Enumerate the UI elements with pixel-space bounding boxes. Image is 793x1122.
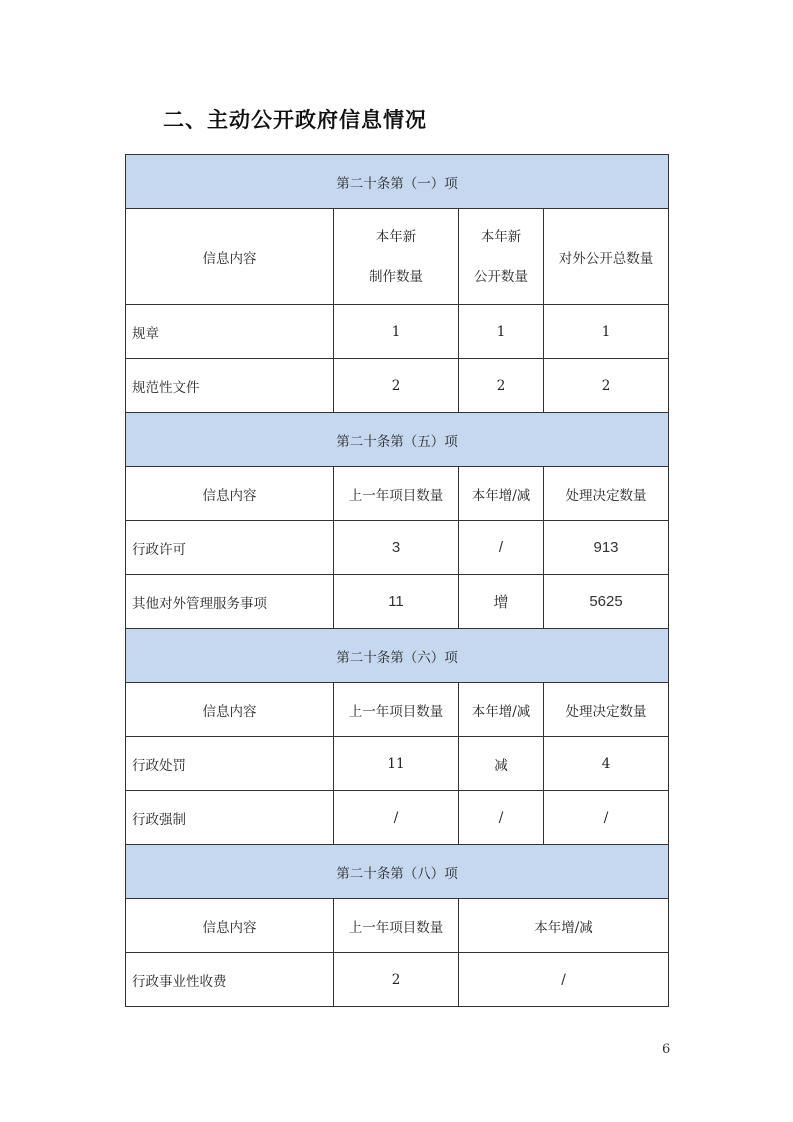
header-cell-change: 本年增/减	[459, 683, 544, 737]
cell-value: 913	[544, 521, 669, 575]
section-row-sec1	[126, 155, 669, 209]
cell-value: /	[334, 791, 459, 845]
section-row-sec5	[126, 413, 669, 467]
row-label: 行政处罚	[126, 737, 334, 791]
page-number: 6	[662, 1042, 671, 1057]
header-cell-content: 信息内容	[126, 209, 334, 305]
row-label: 规范性文件	[126, 359, 334, 413]
cell-value: 1	[544, 305, 669, 359]
header-cell-content: 信息内容	[126, 683, 334, 737]
section-title: 第二十条第（六）项	[126, 629, 669, 683]
section-title: 第二十条第（一）项	[126, 155, 669, 209]
header-cell-decisions: 处理决定数量	[544, 683, 669, 737]
cell-value: 减	[459, 737, 544, 791]
cell-value: /	[459, 791, 544, 845]
header-cell-content: 信息内容	[126, 899, 334, 953]
cell-value: /	[459, 953, 669, 1007]
cell-value: 2	[334, 953, 459, 1007]
header-cell-new-made	[334, 209, 459, 305]
cell-value: 11	[334, 575, 459, 629]
header-line: 制作数量	[369, 268, 423, 285]
table-row	[126, 791, 669, 845]
table-row	[126, 305, 669, 359]
header-cell-new-published	[459, 209, 544, 305]
header-cell-total: 对外公开总数量	[544, 209, 669, 305]
section-heading: 二、主动公开政府信息情况	[163, 108, 427, 132]
cell-value: 增	[459, 575, 544, 629]
row-label: 其他对外管理服务事项	[126, 575, 334, 629]
header-cell-content: 信息内容	[126, 467, 334, 521]
header-row	[126, 467, 669, 521]
cell-value: 3	[334, 521, 459, 575]
header-cell-prev-count: 上一年项目数量	[334, 899, 459, 953]
cell-value: 11	[334, 737, 459, 791]
header-cell-change: 本年增/减	[459, 899, 669, 953]
header-cell-decisions: 处理决定数量	[544, 467, 669, 521]
cell-value: 4	[544, 737, 669, 791]
row-label: 行政强制	[126, 791, 334, 845]
header-row	[126, 683, 669, 737]
table-row	[126, 575, 669, 629]
section-row-sec8	[126, 845, 669, 899]
table-row	[126, 737, 669, 791]
row-label: 规章	[126, 305, 334, 359]
header-line: 公开数量	[474, 268, 528, 285]
cell-value: 2	[544, 359, 669, 413]
cell-value: 5625	[544, 575, 669, 629]
cell-value: 2	[459, 359, 544, 413]
row-label: 行政事业性收费	[126, 953, 334, 1007]
header-cell-prev-count: 上一年项目数量	[334, 683, 459, 737]
cell-value: 2	[334, 359, 459, 413]
header-row	[126, 209, 669, 305]
section-row-sec6	[126, 629, 669, 683]
header-row	[126, 899, 669, 953]
row-label: 行政许可	[126, 521, 334, 575]
section-title: 第二十条第（五）项	[126, 413, 669, 467]
header-cell-change: 本年增/减	[459, 467, 544, 521]
table-row	[126, 521, 669, 575]
table-row	[126, 359, 669, 413]
cell-value: /	[459, 521, 544, 575]
cell-value: /	[544, 791, 669, 845]
section-title: 第二十条第（八）项	[126, 845, 669, 899]
table-row	[126, 953, 669, 1007]
cell-value: 1	[334, 305, 459, 359]
header-line: 本年新	[375, 228, 417, 245]
disclosure-table	[125, 154, 669, 1007]
header-cell-prev-count: 上一年项目数量	[334, 467, 459, 521]
header-line: 本年新	[480, 228, 522, 245]
cell-value: 1	[459, 305, 544, 359]
